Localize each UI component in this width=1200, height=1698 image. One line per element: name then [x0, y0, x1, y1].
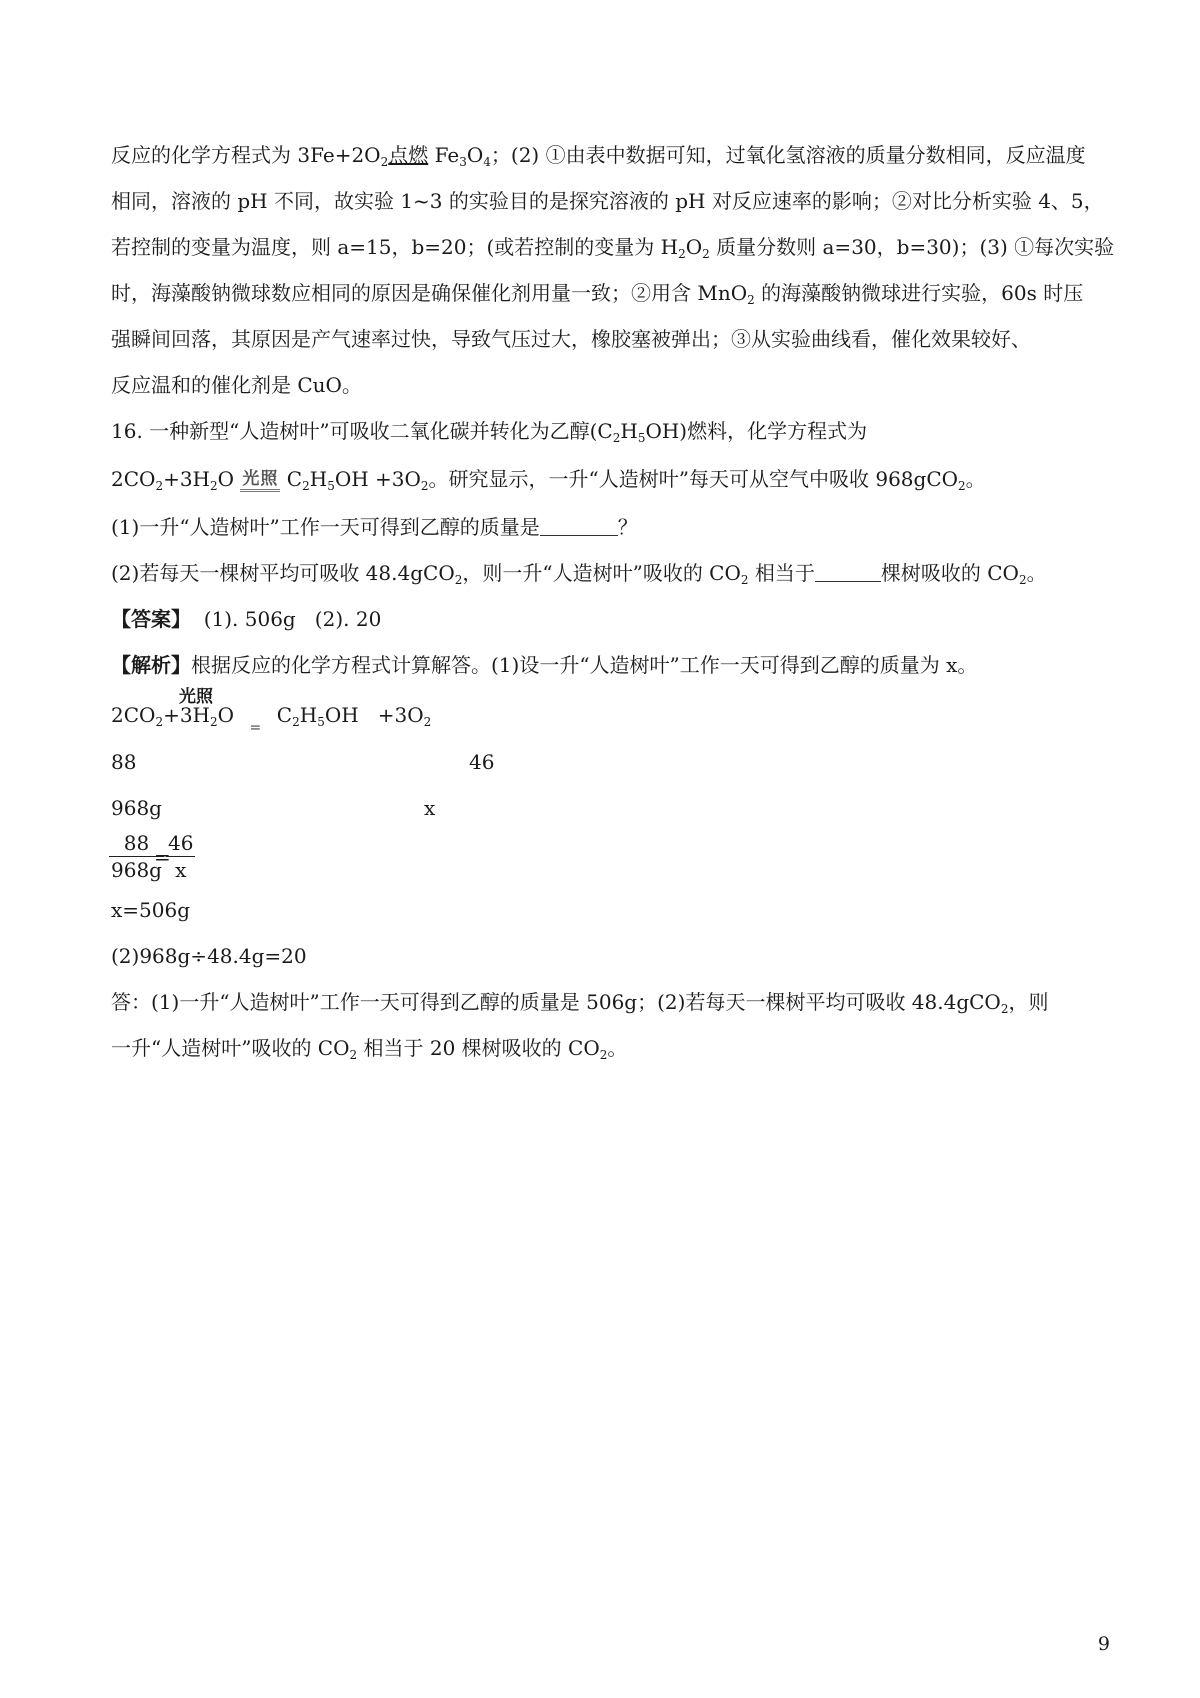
text: 2CO — [111, 703, 156, 727]
subscript: 2 — [454, 573, 463, 587]
subscript: 2 — [302, 479, 310, 493]
text: 的海藻酸钠微球进行实验，60s 时压 — [754, 281, 1084, 305]
sub-question-1 — [111, 513, 638, 541]
text: 。 — [965, 467, 986, 491]
answer-blank — [815, 563, 881, 582]
text: Fe — [428, 143, 460, 167]
numerator: 88 — [109, 830, 164, 857]
text: ；(2) ①由表中数据可知，过氧化氢溶液的质量分数相同，反应温度 — [490, 143, 1086, 167]
text: +3H — [163, 467, 211, 491]
subscript: 2 — [747, 293, 755, 307]
text: 答：(1)一升“人造树叶”工作一天可得到乙醇的质量是 506g；(2)若每天一棵树平均可吸收 48.4gCO — [111, 990, 1001, 1014]
chemical-equation — [111, 465, 986, 493]
text: 相当于 20 棵树吸收的 CO — [357, 1036, 600, 1060]
text: 一升“人造树叶”吸收的 CO — [111, 1036, 350, 1060]
denominator: 968g — [111, 858, 162, 882]
text: 16. 一种新型“人造树叶”可吸收二氧化碳并转化为乙醇(C — [111, 419, 613, 443]
fraction-right — [166, 830, 195, 883]
subscript: 2 — [349, 1048, 358, 1062]
molar-mass-ethanol: 46 — [469, 750, 495, 774]
text: H — [299, 703, 318, 727]
reaction-condition-image: 光照 — [240, 469, 280, 492]
text: 反应的化学方程式为 3Fe+2O — [111, 143, 381, 167]
text: OH +3O — [334, 467, 421, 491]
equals-sign: = — [154, 845, 171, 869]
text: 棵树吸收的 CO — [880, 561, 1019, 585]
answer-label: 【答案】 — [111, 607, 191, 631]
analysis-text: 根据反应的化学方程式计算解答。(1)设一升“人造树叶”工作一天可得到乙醇的质量为 x。 — [191, 653, 978, 677]
text: (2)若每天一棵树平均可吸收 48.4gCO — [111, 561, 455, 585]
text: +3H — [163, 703, 211, 727]
subscript: 2 — [210, 715, 218, 729]
subscript: 3 — [459, 155, 467, 169]
subscript: 2 — [958, 479, 966, 493]
text: 2CO — [111, 467, 156, 491]
subscript: 2 — [1000, 1002, 1009, 1016]
text: 。研究显示，一升“人造树叶”每天可从空气中吸收 968gCO — [428, 467, 959, 491]
text: O — [217, 467, 235, 491]
text: OH +3O — [324, 703, 424, 727]
result-line: (2)968g÷48.4g=20 — [111, 944, 307, 968]
subscript: 5 — [327, 479, 335, 493]
text: O — [217, 703, 235, 727]
text: (1)一升“人造树叶”工作一天可得到乙醇的质量是 — [111, 515, 540, 539]
subscript: 2 — [155, 715, 164, 729]
analysis-line — [111, 651, 977, 679]
text: 。 — [607, 1036, 628, 1060]
text: C — [276, 703, 293, 727]
subscript: 2 — [292, 715, 300, 729]
text: ，则一升“人造树叶”吸收的 CO — [462, 561, 741, 585]
subscript: 2 — [678, 247, 686, 261]
subscript: 5 — [317, 715, 325, 729]
answer-text: (1). 506g (2). 20 — [191, 607, 382, 631]
equals-mark: = — [249, 720, 262, 736]
text: 相当于 — [748, 561, 815, 585]
subscript: 2 — [423, 715, 432, 729]
text: 时，海藻酸钠微球数应相同的原因是确保催化剂用量一致；②用含 MnO — [111, 281, 748, 305]
denominator: x — [175, 858, 187, 882]
answer-line — [111, 605, 381, 633]
numerator: 46 — [168, 831, 194, 855]
given-mass: 968g — [111, 796, 162, 820]
paragraph-line: 反应温和的催化剂是 CuO。 — [111, 373, 362, 397]
text: 。 — [1026, 561, 1047, 585]
paragraph-line — [111, 279, 1083, 307]
unknown-x: x — [424, 796, 436, 820]
text: O — [466, 143, 484, 167]
subscript: 2 — [612, 431, 621, 445]
subscript: 2 — [420, 479, 429, 493]
question-16-stem — [111, 417, 867, 445]
reaction-condition: 点燃 — [388, 143, 429, 167]
text: OH)燃料，化学方程式为 — [645, 419, 868, 443]
text: ，则 — [1008, 990, 1049, 1014]
paragraph-line: 强瞬间回落，其原因是产气速率过快，导致气压过大，橡胶塞被弹出；③从实验曲线看，催化效果较好、 — [111, 327, 1031, 351]
calc-equation — [111, 701, 431, 742]
subscript: 2 — [740, 573, 749, 587]
reaction-condition-label: 光照 — [179, 687, 213, 707]
analysis-label: 【解析】 — [111, 653, 191, 677]
paragraph-line — [111, 233, 1114, 261]
answer-blank — [540, 517, 618, 536]
subscript: 2 — [380, 155, 389, 169]
text: 质量分数则 a=30，b=30)；(3) ①每次实验 — [709, 235, 1115, 259]
text: O — [685, 235, 703, 259]
sub-question-2 — [111, 559, 1047, 587]
subscript: 2 — [1018, 573, 1027, 587]
subscript: 5 — [637, 431, 646, 445]
subscript: 2 — [155, 479, 164, 493]
subscript: 2 — [702, 247, 710, 261]
paragraph-line — [111, 141, 1086, 169]
final-answer-line — [111, 988, 1048, 1016]
paragraph-line: 相同，溶液的 pH 不同，故实验 1~3 的实验目的是探究溶液的 pH 对反应速率的影响；②对比分析实验 4、5， — [111, 189, 1104, 213]
text: 若控制的变量为温度，则 a=15，b=20；(或若控制的变量为 H — [111, 235, 679, 259]
subscript: 2 — [599, 1048, 608, 1062]
page-number: 9 — [1097, 1633, 1110, 1655]
text: C — [286, 467, 303, 491]
final-answer-line — [111, 1034, 627, 1062]
text: ？ — [617, 515, 638, 539]
subscript: 4 — [483, 155, 491, 169]
result-line: x=506g — [111, 898, 191, 922]
text: H — [309, 467, 328, 491]
molar-mass-ethanol-co2: 88 — [111, 750, 137, 774]
subscript: 2 — [210, 479, 218, 493]
text: H — [620, 419, 638, 443]
